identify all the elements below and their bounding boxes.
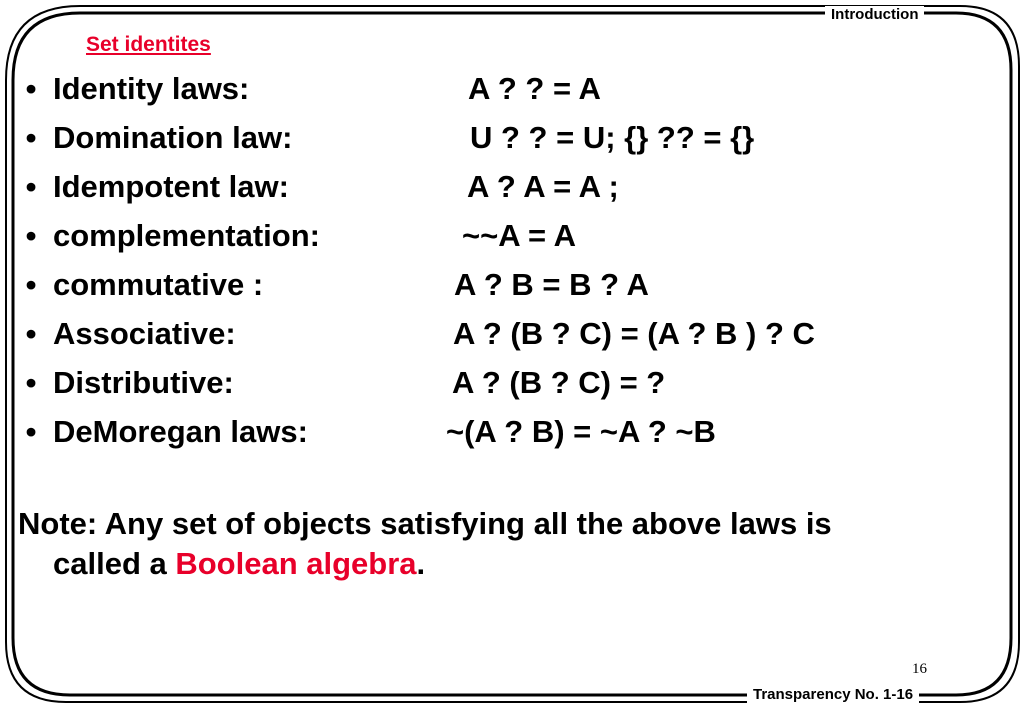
bullet-icon: • bbox=[25, 365, 37, 400]
law-name: complementation: bbox=[53, 218, 320, 253]
note-line-1: Note: Any set of objects satisfying all the above laws is bbox=[18, 506, 832, 541]
laws-list bbox=[18, 66, 998, 458]
law-expression: A ? (B ? C) = (A ? B ) ? C bbox=[453, 316, 815, 351]
bullet-icon: • bbox=[25, 316, 37, 351]
law-name: commutative : bbox=[53, 267, 264, 302]
law-item-distributive bbox=[18, 360, 998, 409]
law-name: DeMoregan laws: bbox=[53, 414, 308, 449]
note-paragraph bbox=[18, 504, 998, 584]
slide-subtitle: Set identites bbox=[86, 33, 211, 56]
law-expression: A ? B = B ? A bbox=[454, 267, 649, 302]
law-item-domination bbox=[18, 115, 998, 164]
bullet-icon: • bbox=[25, 71, 37, 106]
note-line-2 bbox=[18, 544, 998, 584]
law-name: Domination law: bbox=[53, 120, 293, 155]
law-item-associative bbox=[18, 311, 998, 360]
law-name: Identity laws: bbox=[53, 71, 250, 106]
bullet-icon: • bbox=[25, 414, 37, 449]
law-expression: A ? (B ? C) = ? bbox=[452, 365, 666, 400]
bullet-icon: • bbox=[25, 267, 37, 302]
boolean-algebra-highlight: Boolean algebra bbox=[175, 546, 417, 581]
bullet-icon: • bbox=[25, 169, 37, 204]
bullet-icon: • bbox=[25, 218, 37, 253]
bullet-icon: • bbox=[25, 120, 37, 155]
law-expression: ~(A ? B) = ~A ? ~B bbox=[446, 414, 716, 449]
law-item-demorgan bbox=[18, 409, 998, 458]
law-expression: U ? ? = U; {} ?? = {} bbox=[470, 120, 755, 155]
law-expression: A ? A = A ; bbox=[467, 169, 619, 204]
law-item-complementation bbox=[18, 213, 998, 262]
law-item-idempotent bbox=[18, 164, 998, 213]
law-item-commutative bbox=[18, 262, 998, 311]
page-number: 16 bbox=[912, 661, 927, 677]
transparency-label: Transparency No. 1-16 bbox=[747, 686, 919, 704]
law-item-identity bbox=[18, 66, 998, 115]
law-expression: ~~A = A bbox=[462, 218, 577, 253]
law-expression: A ? ? = A bbox=[468, 71, 601, 106]
section-label: Introduction bbox=[825, 6, 924, 24]
law-name: Associative: bbox=[53, 316, 236, 351]
law-name: Idempotent law: bbox=[53, 169, 289, 204]
note-suffix: . bbox=[416, 546, 426, 581]
law-name: Distributive: bbox=[53, 365, 234, 400]
note-prefix: called a bbox=[53, 546, 176, 581]
